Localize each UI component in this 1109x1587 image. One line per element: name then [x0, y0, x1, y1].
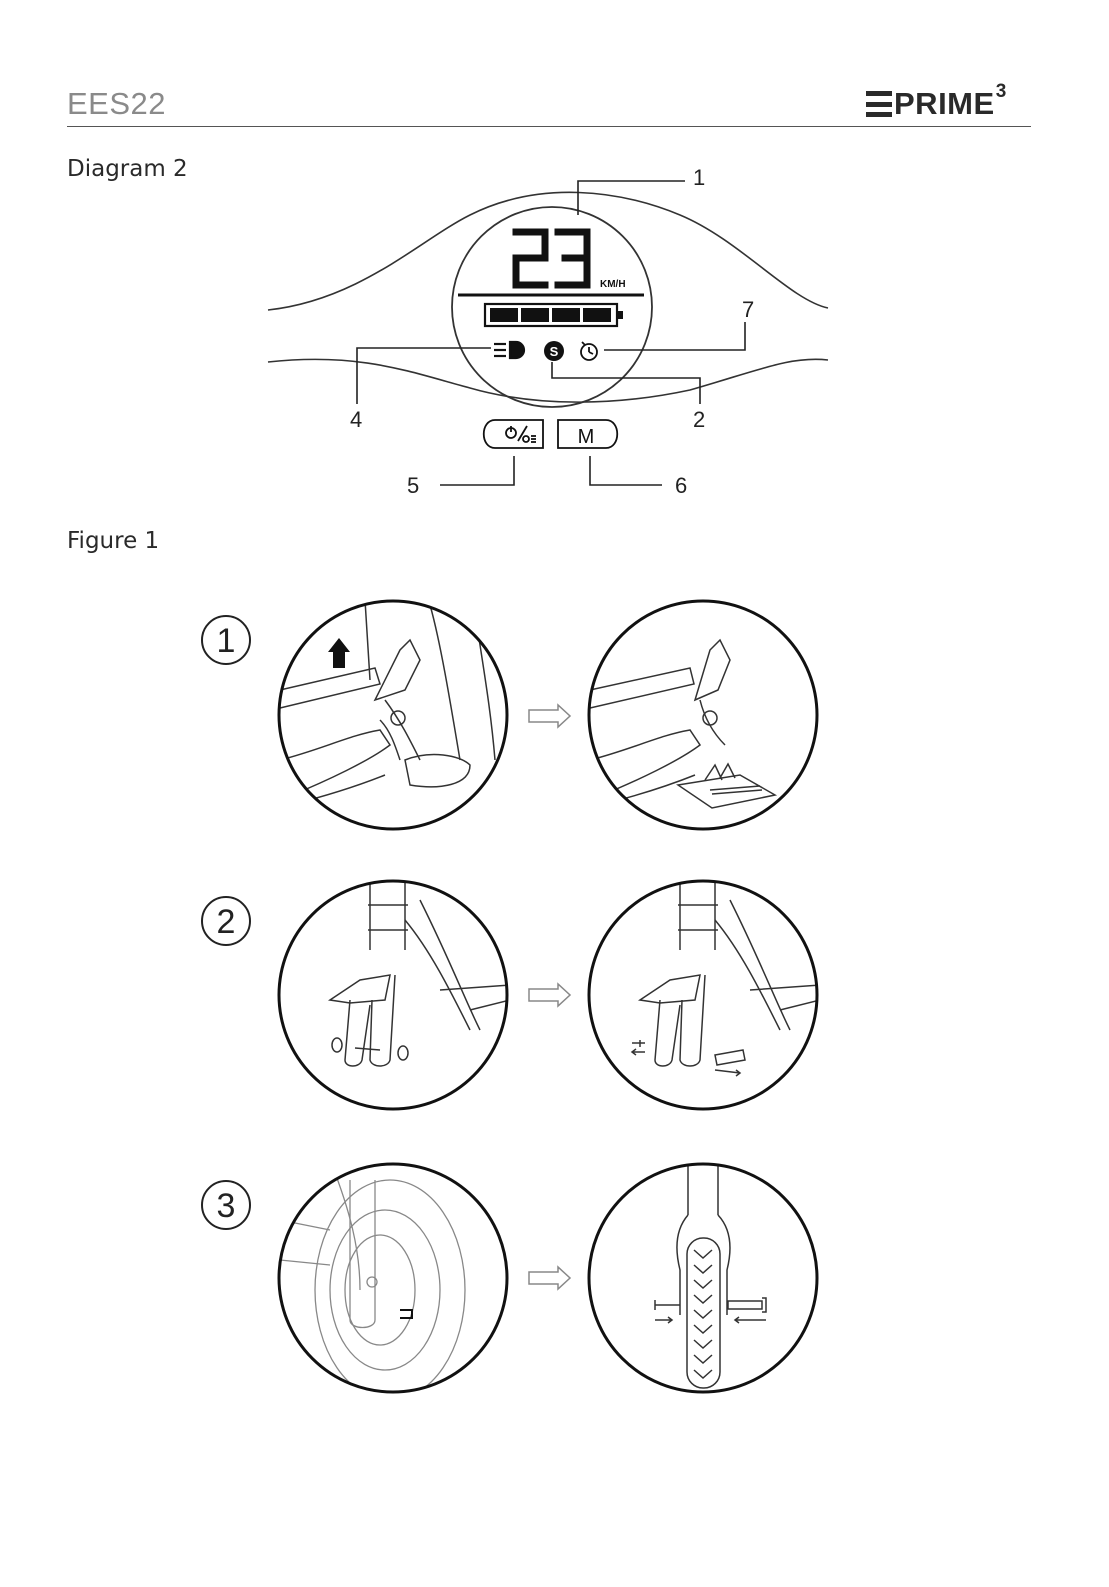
callout-1: 1: [693, 165, 706, 190]
power-light-button: [484, 420, 543, 448]
speed-readout: [516, 232, 587, 285]
arrow-up-icon: [328, 638, 350, 668]
step-2-before-frame: [279, 881, 507, 1109]
callout-5: 5: [407, 473, 420, 498]
callout-leaders: [357, 181, 745, 485]
step-2-after-frame: [589, 881, 817, 1109]
step-1-after-illustration: [590, 640, 775, 808]
step-3-before-frame: [279, 1164, 507, 1392]
diagram-caption: Diagram 2: [67, 156, 188, 182]
figure-caption: Figure 1: [67, 528, 160, 554]
callout-2: 2: [693, 407, 706, 432]
step-2-number: 2: [216, 903, 236, 941]
step-1-before-frame: [279, 601, 507, 829]
arrow-right-icon: [529, 984, 570, 1006]
panel-bottom-outline: [268, 359, 828, 402]
step-3-number: 3: [216, 1187, 236, 1225]
document-model-code: EES22: [67, 86, 167, 121]
step-3-after-frame: [589, 1164, 817, 1392]
battery-tip: [618, 311, 623, 319]
battery-segments: [490, 308, 611, 322]
digit-3: [558, 232, 587, 285]
step-1-before-illustration: [280, 600, 495, 805]
callout-7: 7: [742, 297, 755, 322]
speed-unit: KM/H: [600, 279, 626, 290]
callout-4: 4: [350, 407, 363, 432]
headlight-icon: [494, 342, 524, 358]
brand-superscript: 3: [995, 81, 1007, 102]
step-arrows: [529, 705, 570, 1289]
step-2-before-illustration: [330, 880, 510, 1066]
mode-button-label: M: [577, 426, 595, 448]
sport-mode-letter: S: [549, 344, 559, 359]
step-1-number: 1: [216, 622, 236, 660]
step-2-after-illustration: [632, 880, 820, 1076]
step-3-after-illustration: [655, 1160, 766, 1388]
step-3-before-illustration: [280, 1160, 465, 1400]
callout-6: 6: [675, 473, 688, 498]
cruise-control-icon: [581, 342, 597, 360]
arrow-right-icon: [529, 705, 570, 727]
brand-name: PRIME: [894, 86, 995, 121]
digit-2: [516, 232, 545, 285]
arrow-right-icon: [529, 1267, 570, 1289]
